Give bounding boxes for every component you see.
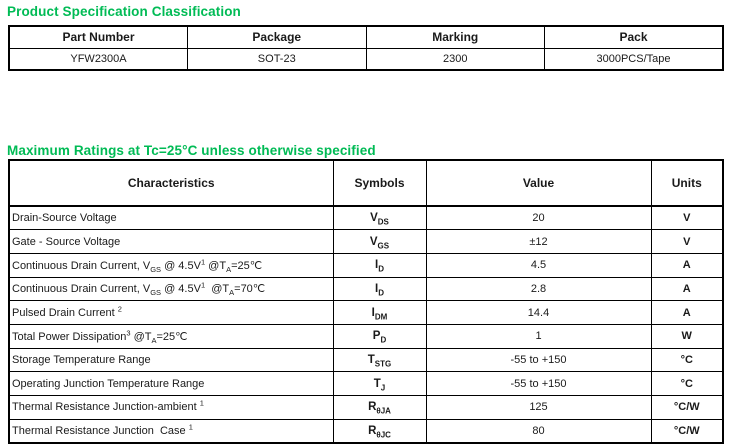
spec-marking-value: 2300 bbox=[366, 48, 545, 70]
spec-data-row bbox=[9, 48, 723, 70]
ratings-row bbox=[9, 301, 723, 325]
symbol-base: I bbox=[375, 259, 379, 272]
symbol-subscript: D bbox=[378, 288, 384, 298]
char-text: @ 4.5V bbox=[161, 283, 201, 296]
symbol-subscript: θJA bbox=[376, 406, 391, 416]
symbol-cell bbox=[333, 396, 426, 420]
symbol-base: V bbox=[369, 235, 378, 248]
ratings-table bbox=[8, 159, 724, 444]
char-text: Total Power Dissipation bbox=[12, 330, 127, 343]
symbol-subscript: D bbox=[380, 335, 387, 345]
characteristic-cell bbox=[9, 230, 333, 254]
char-supscript: 2 bbox=[117, 303, 122, 313]
char-text: Storage Temperature Range bbox=[12, 353, 151, 366]
ratings-header-row bbox=[9, 160, 723, 206]
char-text: Drain-Source Voltage bbox=[12, 212, 117, 225]
ratings-row bbox=[9, 253, 723, 277]
spec-section-title: Product Specification Classification bbox=[7, 4, 241, 19]
unit-cell: V bbox=[651, 206, 723, 230]
char-supscript: 1 bbox=[188, 422, 193, 432]
value-cell: 2.8 bbox=[426, 277, 651, 301]
unit-cell: °C bbox=[651, 372, 723, 396]
symbol-base: I bbox=[371, 306, 375, 319]
value-cell: 4.5 bbox=[426, 253, 651, 277]
symbol-subscript: DM bbox=[374, 311, 388, 321]
characteristic-cell bbox=[9, 253, 333, 277]
ratings-section-title: Maximum Ratings at Tc=25°C unless otherwise specified bbox=[7, 143, 376, 158]
unit-cell: A bbox=[651, 301, 723, 325]
ratings-row bbox=[9, 419, 723, 443]
ratings-row bbox=[9, 396, 723, 420]
value-cell: 125 bbox=[426, 396, 651, 420]
symbol-subscript: θJC bbox=[376, 430, 391, 440]
value-cell: 20 bbox=[426, 206, 651, 230]
ratings-header-value: Value bbox=[426, 160, 651, 206]
char-supscript: 1 bbox=[199, 398, 204, 408]
char-supscript: 1 bbox=[200, 280, 206, 290]
spec-header-package: Package bbox=[188, 26, 367, 48]
char-text: =25℃ bbox=[231, 259, 263, 272]
ratings-row bbox=[9, 277, 723, 301]
char-text: Continuous Drain Current, V bbox=[12, 283, 151, 296]
symbol-cell bbox=[333, 206, 426, 230]
char-text: @ 4.5V bbox=[161, 259, 201, 272]
ratings-row bbox=[9, 348, 723, 372]
symbol-subscript: D bbox=[378, 264, 384, 274]
symbol-subscript: STG bbox=[374, 359, 392, 369]
symbol-base: R bbox=[368, 424, 377, 437]
char-text: Pulsed Drain Current bbox=[12, 306, 118, 319]
value-cell: ±12 bbox=[426, 230, 651, 254]
char-subscript: GS bbox=[150, 264, 162, 274]
symbol-cell bbox=[333, 419, 426, 443]
characteristic-cell bbox=[9, 301, 333, 325]
ratings-header-symbols: Symbols bbox=[333, 160, 426, 206]
char-text: Thermal Resistance Junction-ambient bbox=[12, 401, 200, 414]
value-cell: 14.4 bbox=[426, 301, 651, 325]
char-supscript: 3 bbox=[126, 328, 131, 338]
symbol-cell bbox=[333, 348, 426, 372]
ratings-row bbox=[9, 372, 723, 396]
characteristic-cell bbox=[9, 324, 333, 348]
char-text: Operating Junction Temperature Range bbox=[12, 377, 205, 390]
char-supscript: 1 bbox=[200, 257, 206, 267]
unit-cell: °C bbox=[651, 348, 723, 372]
unit-cell: A bbox=[651, 277, 723, 301]
characteristic-cell bbox=[9, 348, 333, 372]
value-cell: 1 bbox=[426, 324, 651, 348]
characteristic-cell bbox=[9, 277, 333, 301]
symbol-cell bbox=[333, 277, 426, 301]
char-text: =70℃ bbox=[234, 283, 266, 296]
symbol-base: T bbox=[367, 353, 375, 366]
symbol-cell bbox=[333, 372, 426, 396]
char-text: @T bbox=[130, 330, 152, 343]
ratings-row bbox=[9, 324, 723, 348]
ratings-row bbox=[9, 206, 723, 230]
spec-header-row bbox=[9, 26, 723, 48]
symbol-subscript: J bbox=[380, 382, 386, 392]
symbol-cell bbox=[333, 230, 426, 254]
spec-part-number-value: YFW2300A bbox=[9, 48, 188, 70]
unit-cell: V bbox=[651, 230, 723, 254]
spec-header-part-number: Part Number bbox=[9, 26, 188, 48]
ratings-table-body bbox=[9, 206, 723, 443]
unit-cell: °C/W bbox=[651, 419, 723, 443]
spec-pack-value: 3000PCS/Tape bbox=[545, 48, 724, 70]
char-subscript: A bbox=[229, 288, 235, 298]
value-cell: 80 bbox=[426, 419, 651, 443]
spec-table bbox=[8, 25, 724, 71]
value-cell: -55 to +150 bbox=[426, 372, 651, 396]
char-text: Gate - Source Voltage bbox=[12, 235, 121, 248]
symbol-cell bbox=[333, 324, 426, 348]
symbol-cell bbox=[333, 301, 426, 325]
characteristic-cell bbox=[9, 396, 333, 420]
characteristic-cell bbox=[9, 206, 333, 230]
unit-cell: °C/W bbox=[651, 396, 723, 420]
char-text: Continuous Drain Current, V bbox=[12, 259, 151, 272]
char-subscript: GS bbox=[150, 288, 162, 298]
unit-cell: W bbox=[651, 324, 723, 348]
symbol-subscript: DS bbox=[377, 217, 389, 227]
char-subscript: A bbox=[151, 335, 157, 345]
symbol-base: P bbox=[372, 330, 381, 343]
spec-header-marking: Marking bbox=[366, 26, 545, 48]
symbol-base: I bbox=[375, 282, 379, 295]
unit-cell: A bbox=[651, 253, 723, 277]
symbol-base: V bbox=[370, 212, 378, 225]
characteristic-cell bbox=[9, 419, 333, 443]
char-text: @T bbox=[205, 283, 230, 296]
char-subscript: A bbox=[226, 264, 232, 274]
char-text: @T bbox=[205, 259, 227, 272]
ratings-row bbox=[9, 230, 723, 254]
symbol-base: R bbox=[368, 401, 377, 414]
symbol-base: T bbox=[373, 377, 381, 390]
char-text: =25℃ bbox=[156, 330, 188, 343]
symbol-subscript: GS bbox=[377, 240, 390, 250]
char-text: Thermal Resistance Junction Case bbox=[12, 424, 189, 437]
ratings-header-characteristics: Characteristics bbox=[9, 160, 333, 206]
value-cell: -55 to +150 bbox=[426, 348, 651, 372]
spec-package-value: SOT-23 bbox=[188, 48, 367, 70]
symbol-cell bbox=[333, 253, 426, 277]
characteristic-cell bbox=[9, 372, 333, 396]
ratings-header-units: Units bbox=[651, 160, 723, 206]
spec-header-pack: Pack bbox=[545, 26, 724, 48]
